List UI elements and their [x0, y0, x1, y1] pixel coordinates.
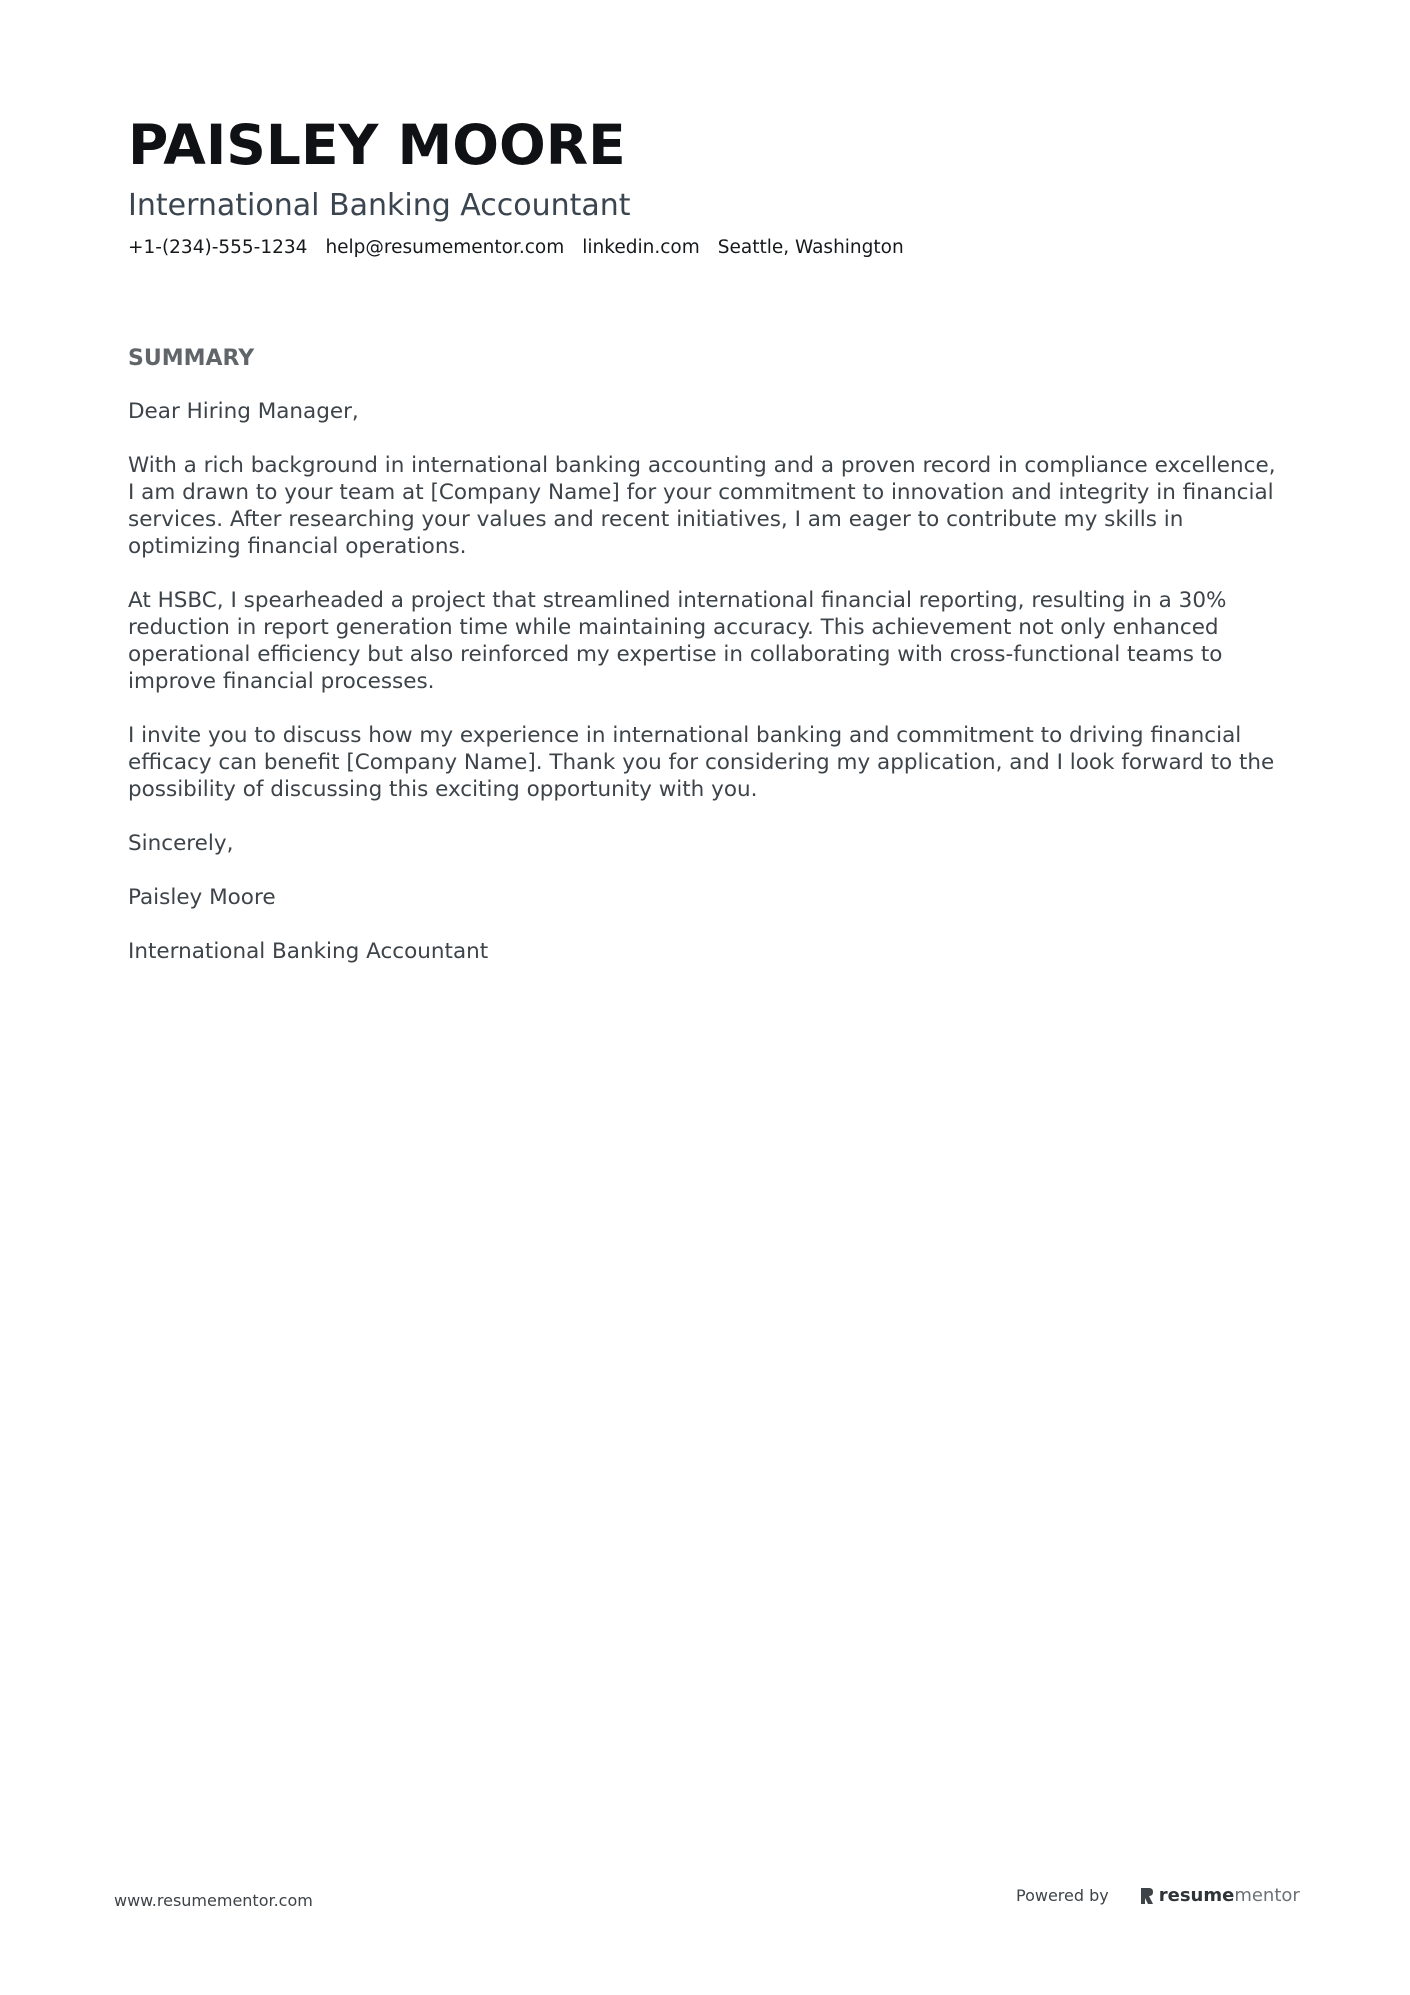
- contact-info: [128, 235, 1288, 261]
- applicant-job-title: International Banking Accountant: [128, 188, 631, 223]
- signature-name: Paisley Moore: [128, 885, 276, 910]
- contact-phone: +1-(234)-555-1234: [128, 237, 308, 258]
- brand-name-bold: resume: [1158, 1885, 1235, 1906]
- section-heading-summary: SUMMARY: [128, 346, 255, 371]
- letter-greeting: Dear Hiring Manager,: [128, 399, 359, 424]
- brand-logo: [1139, 1884, 1300, 1908]
- applicant-name: PAISLEY MOORE: [128, 113, 626, 177]
- footer-branding: [1016, 1884, 1300, 1908]
- powered-by-label: Powered by: [1016, 1886, 1109, 1905]
- resumementor-logo-icon: [1139, 1886, 1155, 1906]
- header: [128, 112, 1288, 261]
- footer-website: www.resumementor.com: [114, 1891, 313, 1910]
- contact-website: linkedin.com: [582, 237, 700, 258]
- brand-name-light: mentor: [1234, 1885, 1300, 1906]
- letter-closing: Sincerely,: [128, 831, 234, 856]
- letter-paragraph-2: At HSBC, I spearheaded a project that streamlined international financial reporting, resulting in a 30% reduction in report generation time while maintaining accuracy. This achievement not only enhanced operational efficiency but also reinforced my expertise in collaborating with cross-functional teams to improve financial processes.: [128, 588, 1227, 694]
- contact-email: help@resumementor.com: [325, 237, 565, 258]
- letter-paragraph-3: I invite you to discuss how my experience in international banking and commitment to driving financial efficacy can benefit [Company Name]. Thank you for considering my application, and I look forward to the possibility of discussing this exciting opportunity with you.: [128, 723, 1275, 802]
- letter-body: [128, 398, 1288, 992]
- letter-paragraph-1: With a rich background in international banking accounting and a proven record in compliance excellence, I am drawn to your team at [Company Name] for your commitment to innovation and integrity in financial services. After researching your values and recent initiatives, I am eager to contribute my skills in optimizing financial operations.: [128, 453, 1276, 559]
- contact-location: Seattle, Washington: [717, 237, 904, 258]
- signature-title: International Banking Accountant: [128, 939, 489, 964]
